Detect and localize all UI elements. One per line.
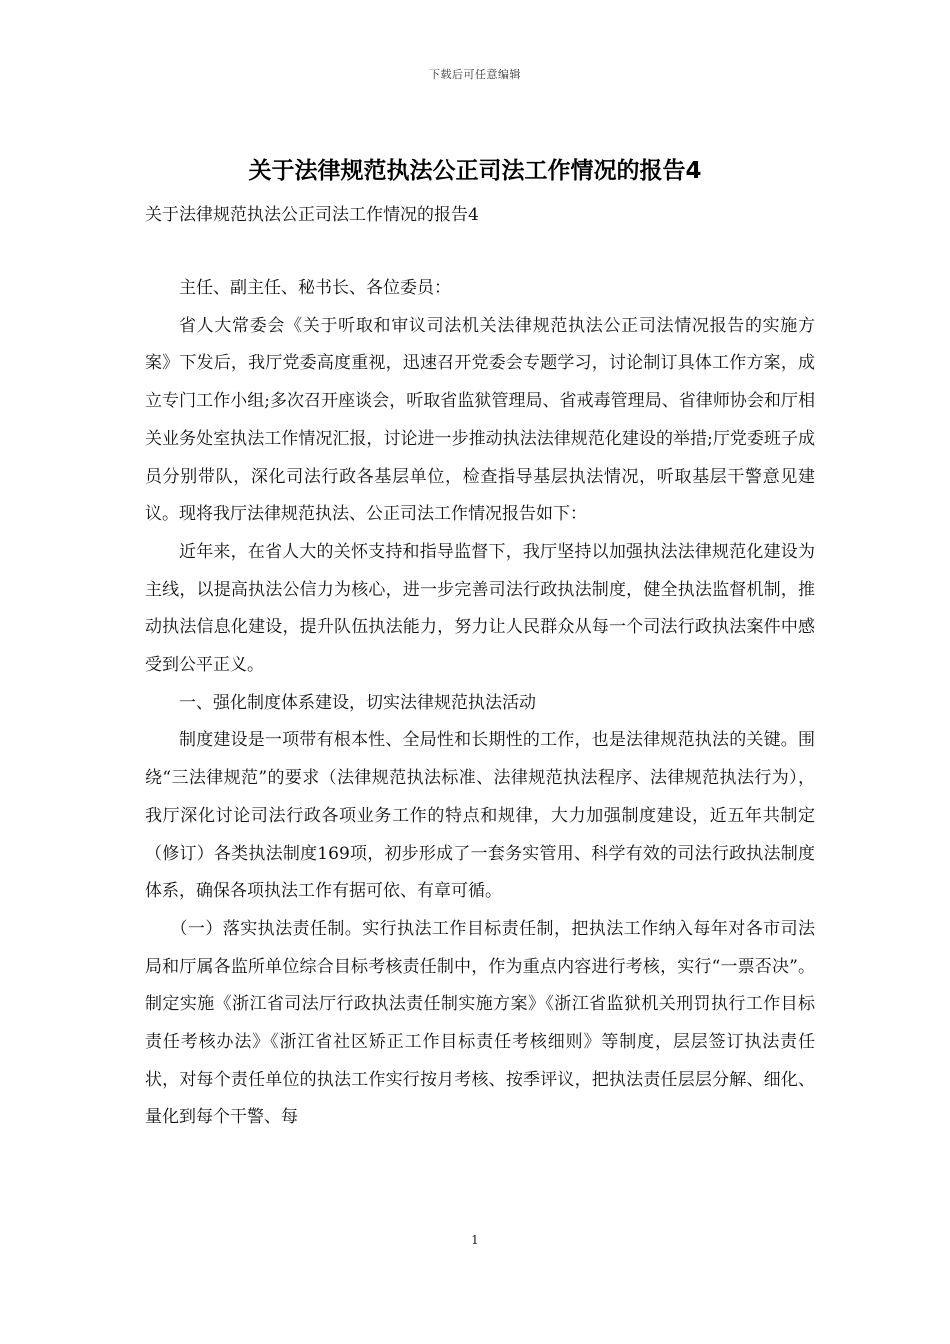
document-title: 关于法律规范执法公正司法工作情况的报告4 [248, 158, 702, 184]
body-paragraph: 制度建设是一项带有根本性、全局性和长期性的工作，也是法律规范执法的关键。围绕“三法律规范”的要求（法律规范执法标准、法律规范执法程序、法律规范执法行为），我厅深化讨论司法行政各项业务工作的特点和规律，大力加强制度建设，近五年共制定（修订）各类执法制度169项，初步形成了一套务实管用、科学有效的司法行政执法制度体系，确保各项执法工作有据可依、有章可循。 [145, 730, 815, 902]
body-paragraph: 近年来，在省人大的关怀支持和指导监督下，我厅坚持以加强执法法律规范化建设为主线，以提高执法公信力为核心，进一步完善司法行政执法制度，健全执法监督机制，推动执法信息化建设，提升队伍执法能力，努力让人民群众从每一个司法行政执法案件中感受到公平正义。 [145, 541, 815, 676]
body-paragraph: （一）落实执法责任制。实行执法工作目标责任制，把执法工作纳入每年对各市司法局和厅属各监所单位综合目标考核责任制中，作为重点内容进行考核，实行“一票否决”。制定实施《浙江省司法厅行政执法责任制实施方案》《浙江省监狱机关刑罚执行工作目标责任考核办法》《浙江省社区矫正工作目标责任考核细则》等制度，层层签订执法责任状，对每个责任单位的执法工作实行按月考核、按季评议，把执法责任层层分解、细化、量化到每个干警、每 [145, 918, 815, 1128]
page-header-note: 下载后可任意编辑 [429, 68, 521, 81]
body-paragraph: 省人大常委会《关于听取和审议司法机关法律规范执法公正司法情况报告的实施方案》下发后，我厅党委高度重视，迅速召开党委会专题学习，讨论制订具体工作方案，成立专门工作小组;多次召开座谈会，听取省监狱管理局、省戒毒管理局、省律师协会和厅相关业务处室执法工作情况汇报，讨论进一步推动执法法律规范化建设的举措;厅党委班子成员分别带队，深化司法行政各基层单位，检查指导基层执法情况，听取基层干警意见建议。现将我厅法律规范执法、公正司法工作情况报告如下： [145, 315, 815, 525]
salutation-paragraph: 主任、副主任、秘书长、各位委员： [179, 278, 451, 298]
page-number: 1 [471, 1233, 479, 1247]
section-heading: 一、强化制度体系建设，切实法律规范执法活动 [179, 692, 536, 713]
document-subtitle: 关于法律规范执法公正司法工作情况的报告4 [145, 205, 479, 225]
document-body [145, 270, 815, 1137]
